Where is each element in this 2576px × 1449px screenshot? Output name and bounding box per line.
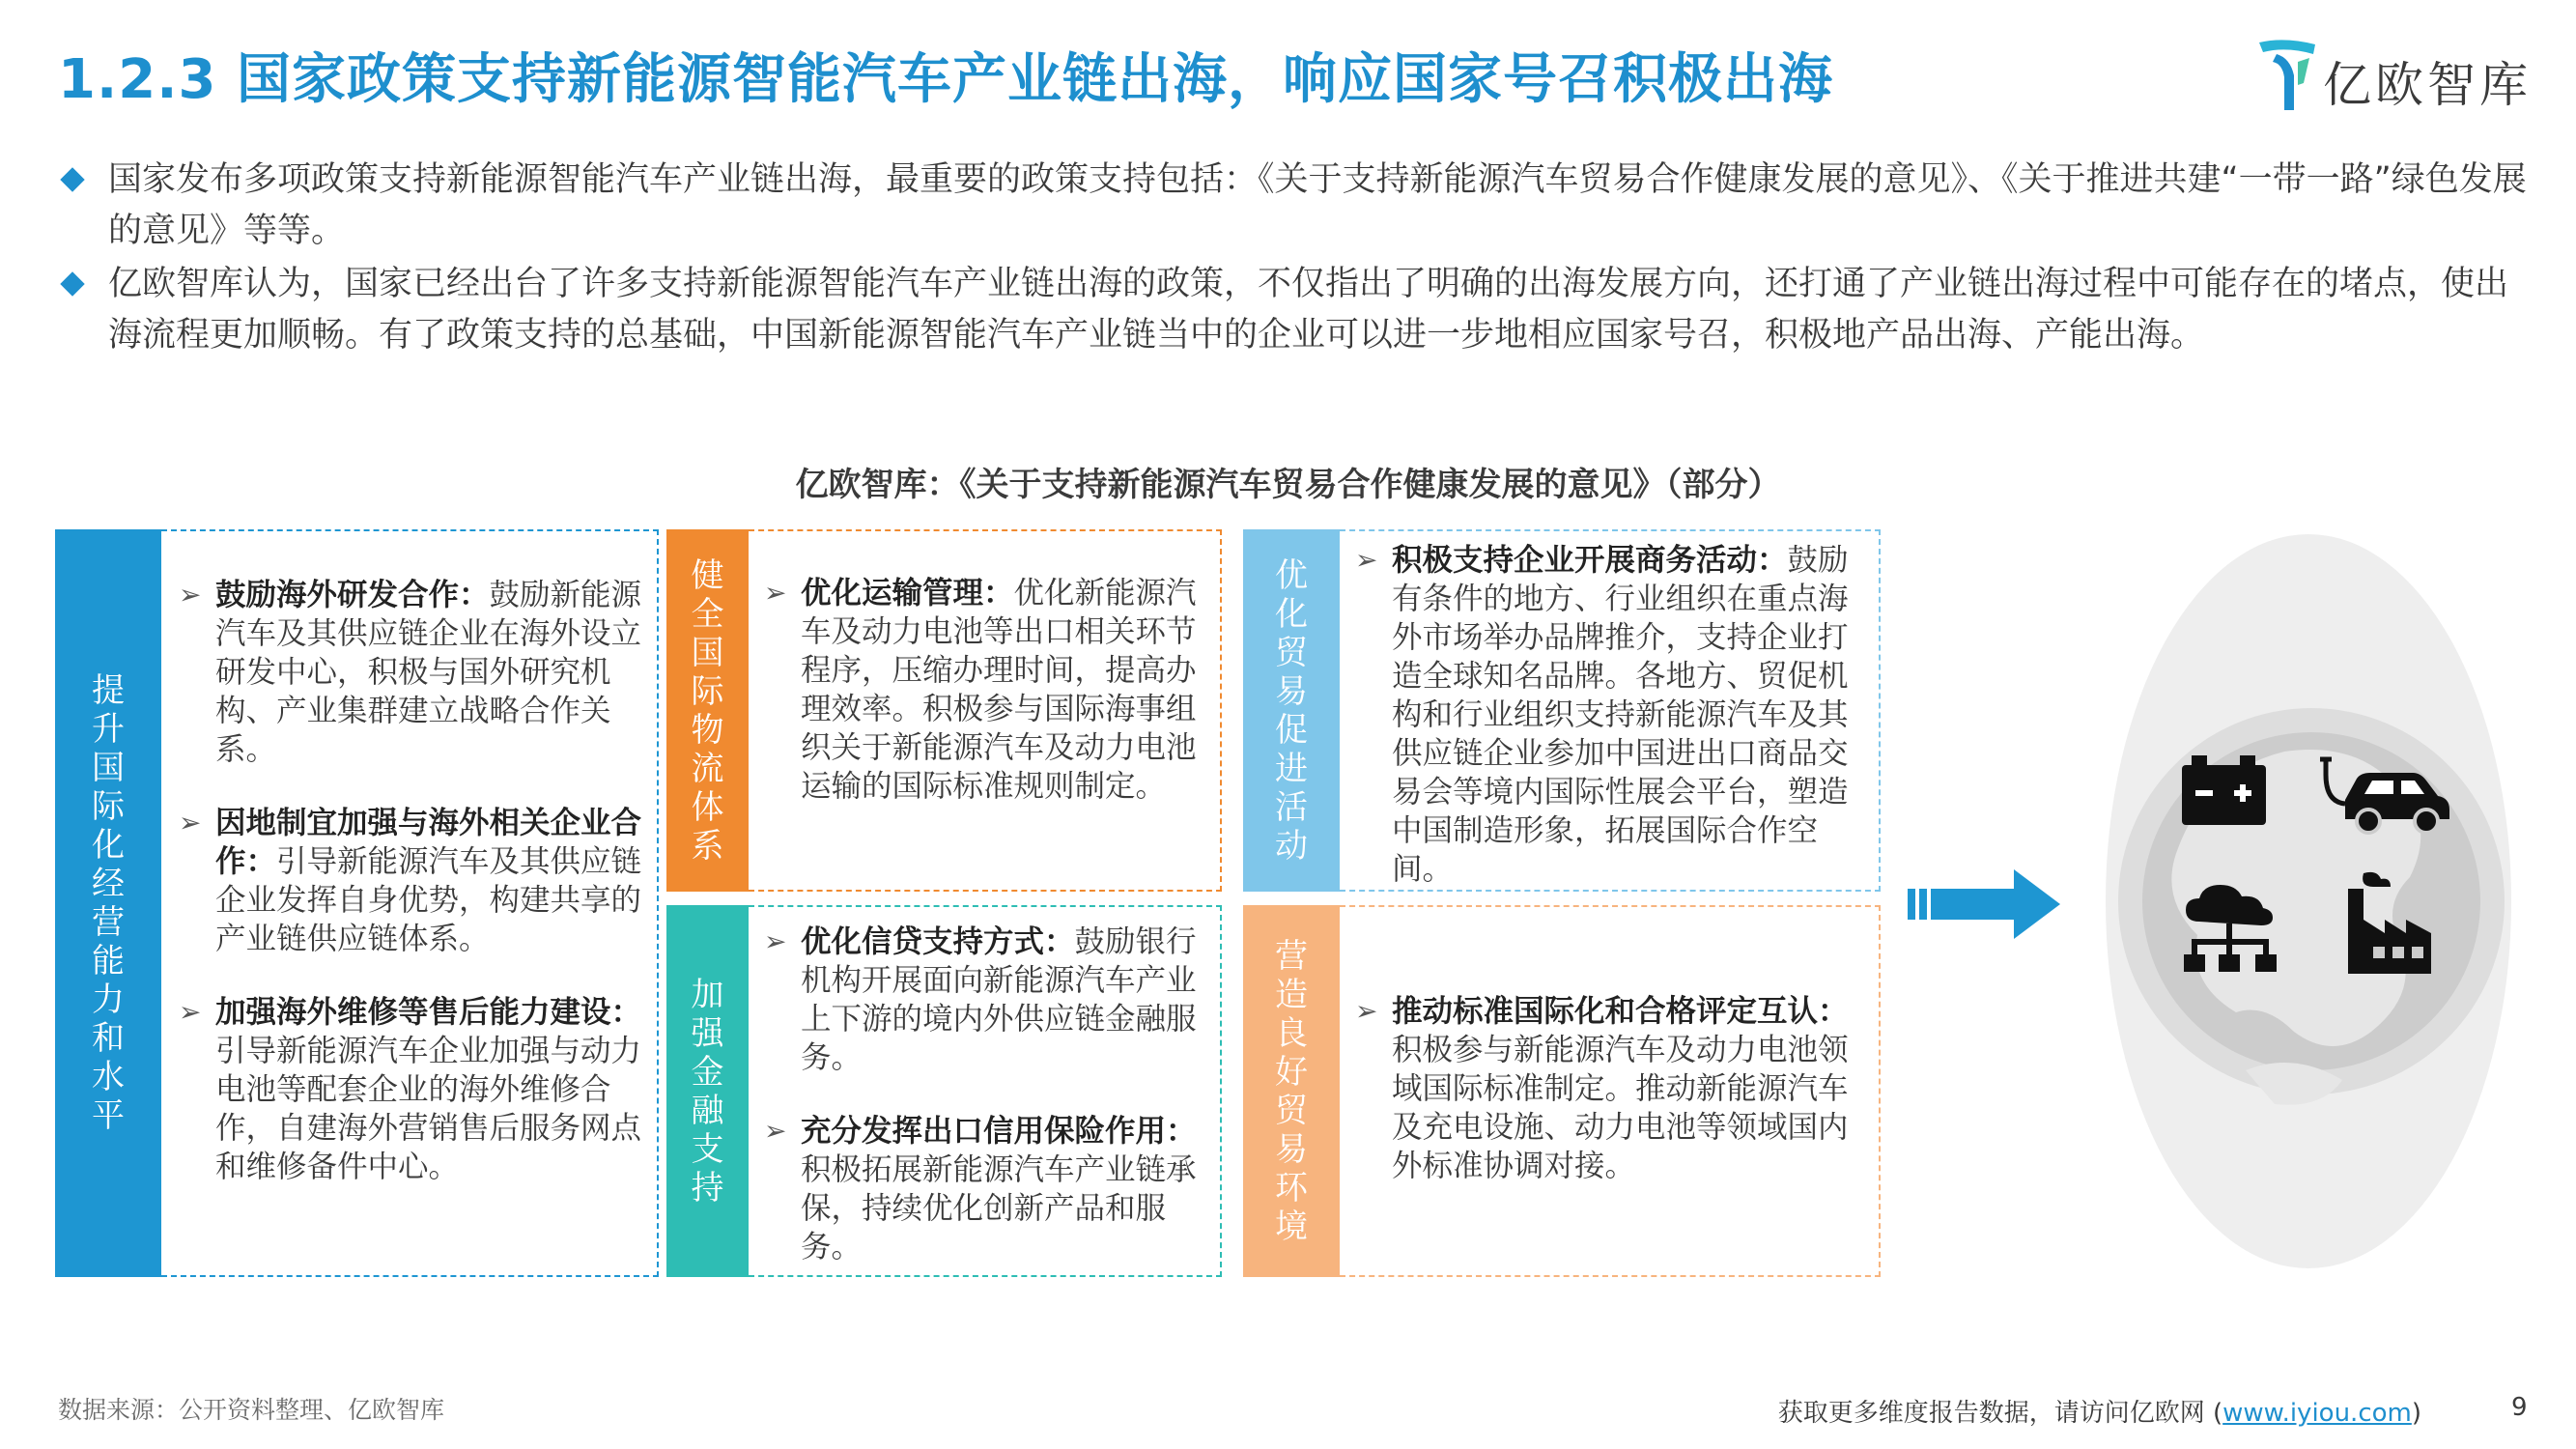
item-body: 引导新能源汽车及其供应链企业发挥自身优势，构建共享的产业链供应链体系。 xyxy=(215,844,642,956)
page-number: 9 xyxy=(2511,1393,2528,1422)
item-head: 加强海外维修等售后能力建设： xyxy=(215,995,642,1030)
footer-cta-prefix: 获取更多维度报告数据，请访问亿欧网 ( xyxy=(1777,1399,2223,1428)
data-source: 数据来源：公开资料整理、亿欧智库 xyxy=(58,1396,445,1424)
cloud-network-icon xyxy=(2176,879,2282,976)
box-trade-promotion xyxy=(1340,529,1881,892)
item-head: 优化信贷支持方式： xyxy=(801,924,1075,959)
label-international-operation xyxy=(55,529,161,1277)
diagram-subtitle: 亿欧智库：《关于支持新能源汽车贸易合作健康发展的意见》（部分） xyxy=(795,466,1781,504)
electric-car-icon xyxy=(2318,753,2453,840)
list-item xyxy=(179,993,645,1186)
item-body: 优化新能源汽车及动力电池等出口相关环节程序，压缩办理时间，提高办理效率。积极参与国际海事组织关于新能源汽车及动力电池运输的国际标准规则制定。 xyxy=(801,576,1197,804)
chevron-right-icon: ➢ xyxy=(764,1115,787,1147)
page-title: 1.2.3 国家政策支持新能源智能汽车产业链出海，响应国家号召积极出海 xyxy=(58,48,1833,111)
list-item xyxy=(764,1112,1210,1266)
bullet-text: 国家发布多项政策支持新能源智能汽车产业链出海，最重要的政策支持包括：《关于支持新能源汽车贸易合作健康发展的意见》、《关于推进共建“一带一路”绿色发展的意见》等等。 xyxy=(108,160,2527,250)
list-item xyxy=(764,923,1210,1077)
footer-link[interactable]: www.iyiou.com xyxy=(2222,1399,2412,1428)
bullet-2 xyxy=(60,259,2533,361)
item-head: 因地制宜加强与海外相关企业合作： xyxy=(215,806,642,879)
item-head: 鼓励海外研发合作： xyxy=(215,578,490,612)
item-head: 推动标准国际化和合格评定互认： xyxy=(1392,994,1849,1029)
list-item xyxy=(179,576,645,769)
label-text: 加强金融支持 xyxy=(691,975,724,1208)
chevron-right-icon: ➢ xyxy=(1355,544,1378,576)
item-body: 鼓励有条件的地方、行业组织在重点海外市场举办品牌推介，支持企业打造全球知名品牌。各地方、贸促机构和行业组织支持新能源汽车及其供应链企业参加中国进出口商品交易会等境内国际性展会平台，塑造中国制造形象，拓展国际合作空间。 xyxy=(1392,543,1849,887)
label-text: 优化贸易促进活动 xyxy=(1275,555,1308,866)
chevron-right-icon: ➢ xyxy=(764,925,787,957)
label-trade-environment xyxy=(1243,905,1340,1277)
list-item xyxy=(179,804,645,958)
factory-icon xyxy=(2335,869,2441,976)
globe-icon xyxy=(2101,529,2516,1273)
item-head: 充分发挥出口信用保险作用： xyxy=(801,1114,1197,1149)
bullet-diamond-icon xyxy=(60,167,84,191)
item-body: 鼓励新能源汽车及其供应链企业在海外设立研发中心，积极与国外研究机构、产业集群建立战略合作关系。 xyxy=(215,578,642,767)
chevron-right-icon: ➢ xyxy=(179,579,202,611)
item-body: 鼓励银行机构开展面向新能源汽车产业上下游的境内外供应链金融服务。 xyxy=(801,924,1197,1075)
label-text: 健全国际物流体系 xyxy=(691,555,724,866)
battery-icon xyxy=(2178,752,2270,829)
item-body: 积极参与新能源汽车及动力电池领域国际标准制定。推动新能源汽车及充电设施、动力电池等领域国内外标准协调对接。 xyxy=(1392,1033,1849,1183)
box-finance xyxy=(749,905,1222,1277)
label-trade-promotion xyxy=(1243,529,1340,892)
label-logistics xyxy=(666,529,749,892)
chevron-right-icon: ➢ xyxy=(179,996,202,1028)
chevron-right-icon: ➢ xyxy=(179,807,202,838)
item-body: 引导新能源汽车企业加强与动力电池等配套企业的海外维修合作，自建海外营销售后服务网点和维修备件中心。 xyxy=(215,1034,642,1184)
list-item xyxy=(764,574,1210,806)
bullet-diamond-icon xyxy=(60,271,84,296)
box-logistics xyxy=(749,529,1222,892)
bullet-text: 亿欧智库认为，国家已经出台了许多支持新能源智能汽车产业链出海的政策，不仅指出了明确的出海发展方向，还打通了产业链出海过程中可能存在的堵点，使出海流程更加顺畅。有了政策支持的总基础，中国新能源智能汽车产业链当中的企业可以进一步地相应国家号召，积极地产品出海、产能出海。 xyxy=(108,265,2509,355)
item-head: 优化运输管理： xyxy=(801,576,1014,611)
list-item xyxy=(1355,992,1869,1185)
logo-text: 亿欧智库 xyxy=(2323,57,2532,113)
bullet-1 xyxy=(60,155,2533,257)
logo-mark-icon xyxy=(2255,37,2323,114)
item-head: 积极支持企业开展商务活动： xyxy=(1392,543,1788,578)
list-item xyxy=(1355,541,1869,889)
footer-cta xyxy=(1778,1393,2421,1429)
box-trade-environment xyxy=(1340,905,1881,1277)
footer-cta-suffix: ) xyxy=(2411,1399,2421,1428)
chevron-right-icon: ➢ xyxy=(1355,995,1378,1027)
box-international-operation xyxy=(161,529,659,1277)
item-body: 积极拓展新能源汽车产业链承保，持续优化创新产品和服务。 xyxy=(801,1152,1197,1264)
label-text: 提升国际化经营能力和水平 xyxy=(92,671,125,1135)
globe-illustration xyxy=(2101,529,2516,1273)
arrow-right-icon xyxy=(1908,867,2062,941)
label-finance xyxy=(666,905,749,1277)
chevron-right-icon: ➢ xyxy=(764,577,787,609)
label-text: 营造良好贸易环境 xyxy=(1275,936,1308,1246)
